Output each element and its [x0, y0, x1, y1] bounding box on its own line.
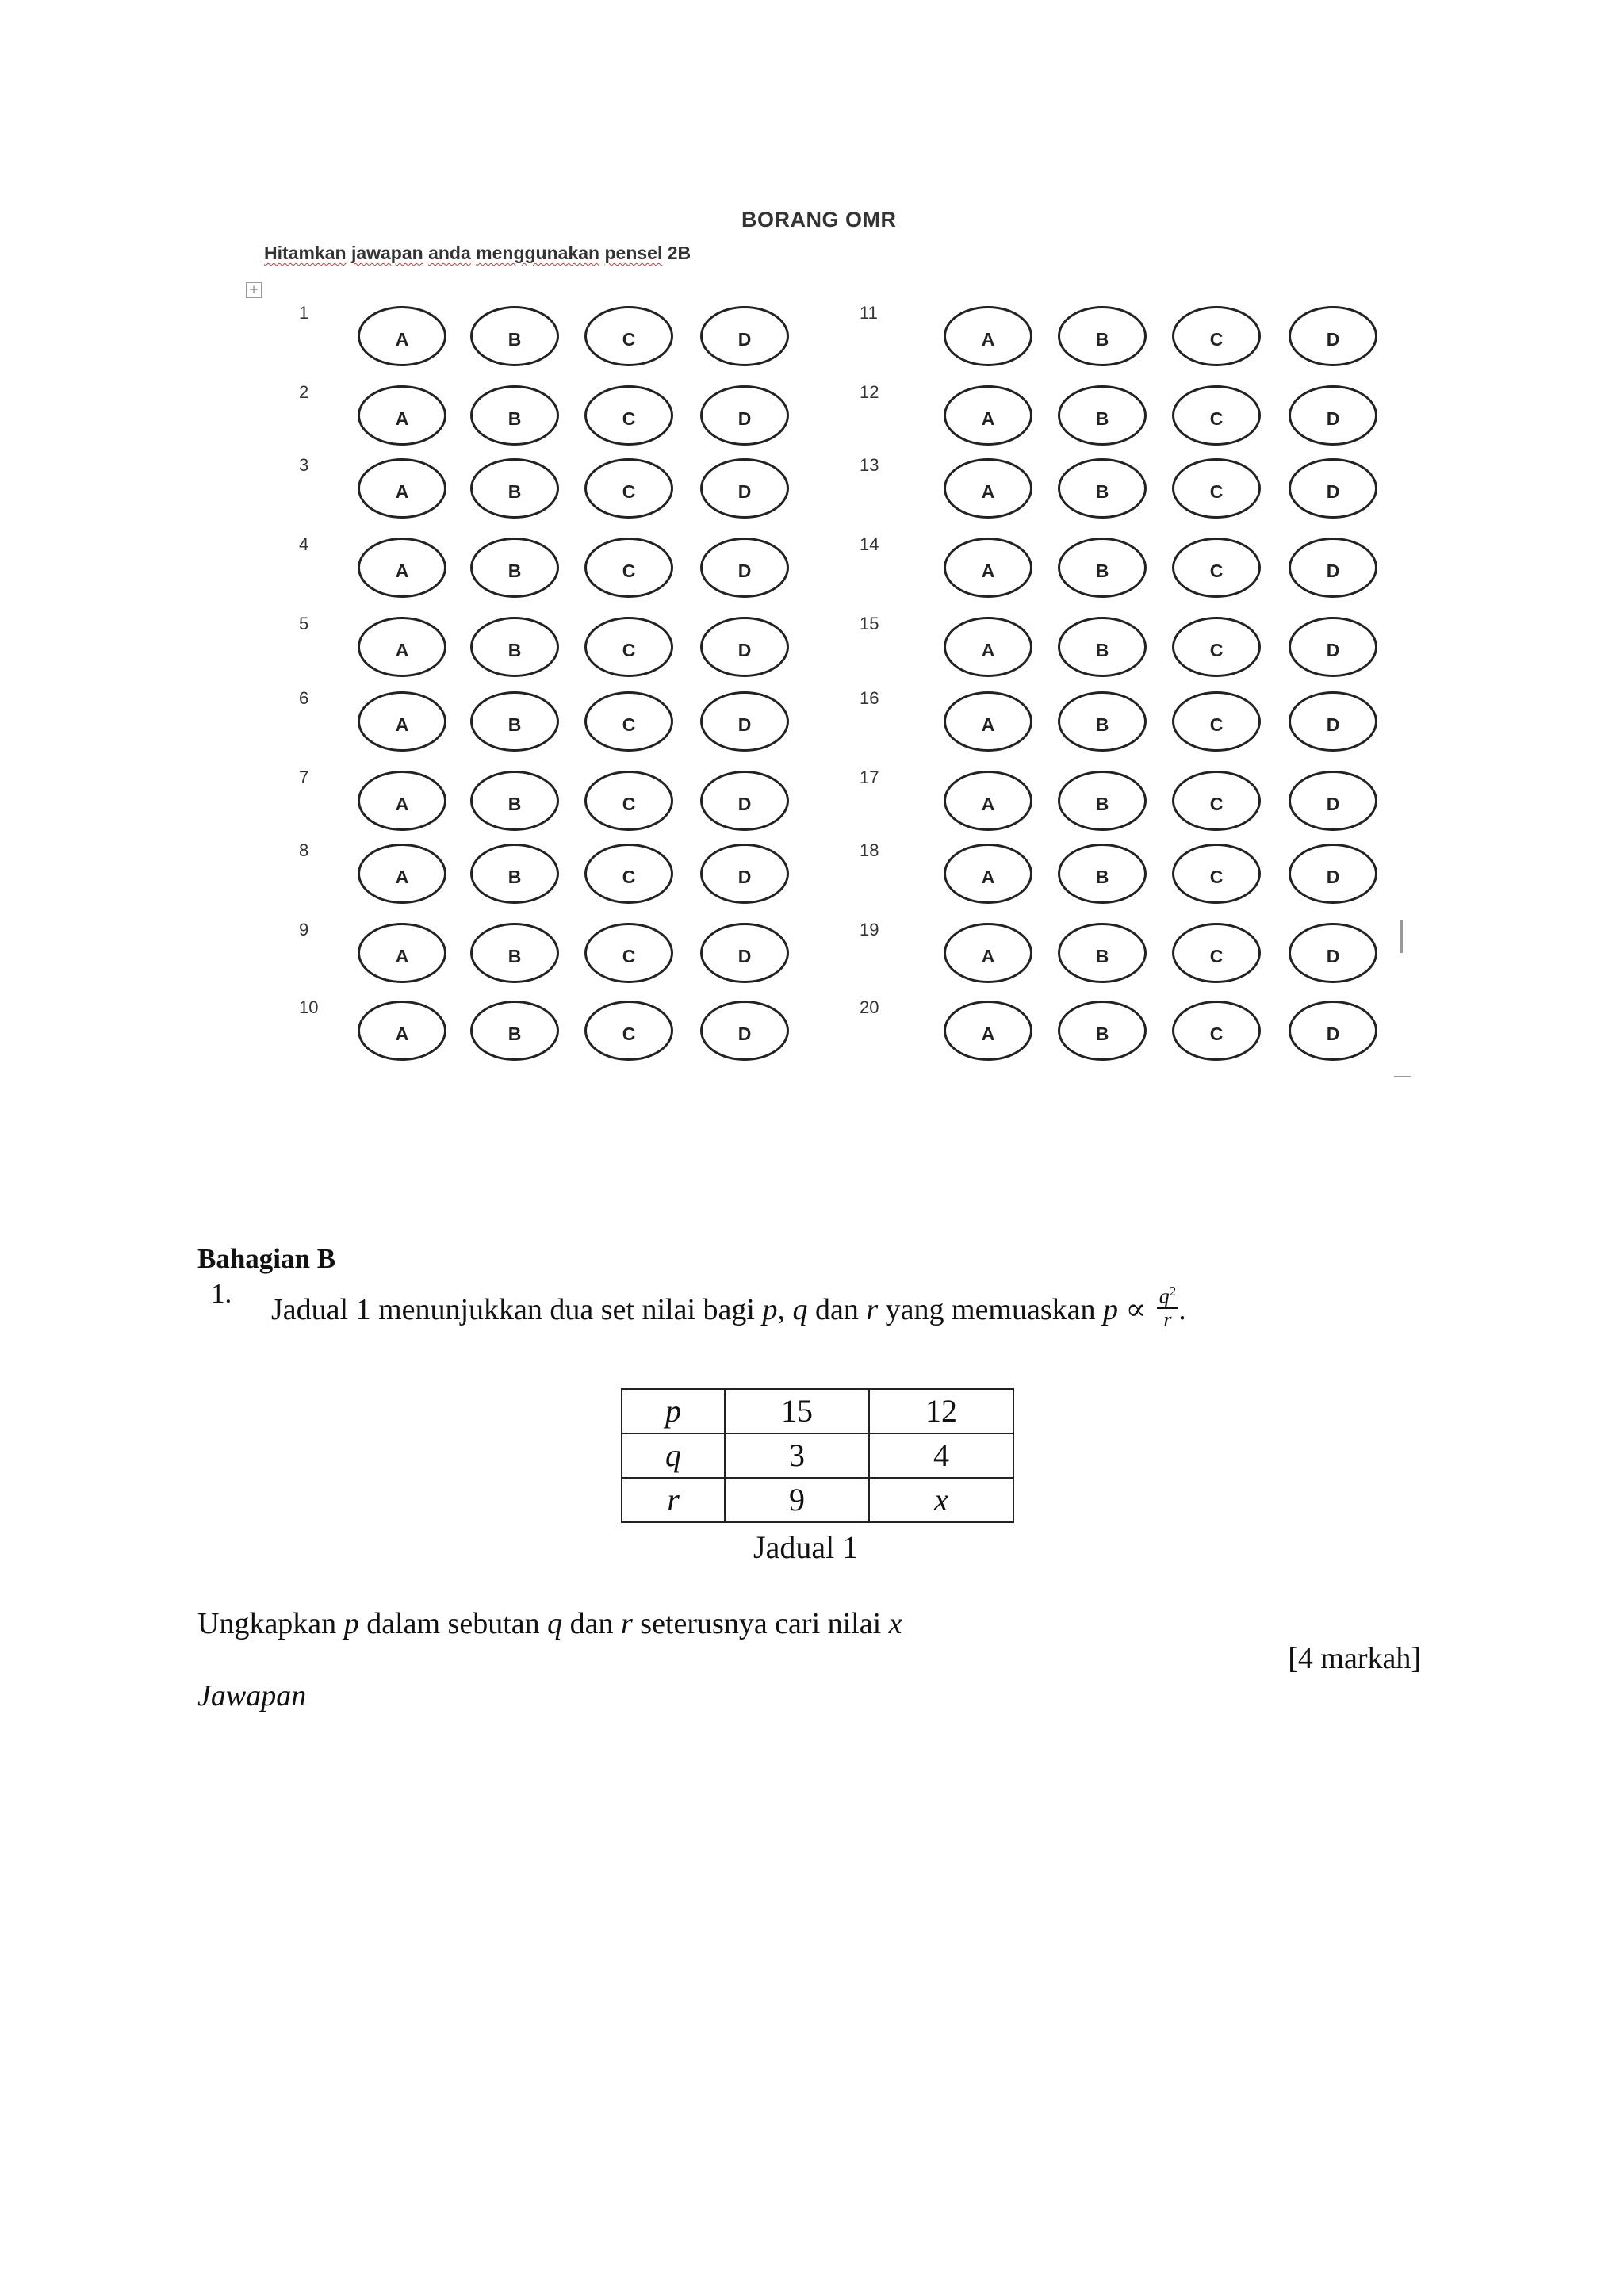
answer-bubble-b[interactable] — [470, 458, 559, 519]
question-number: 9 — [299, 920, 309, 939]
answer-bubble-b[interactable] — [470, 691, 559, 752]
bubble-letter: D — [737, 639, 752, 660]
answer-bubble-c[interactable] — [1172, 458, 1261, 519]
bubble-letter: C — [1209, 639, 1224, 660]
table-cell: 4 — [869, 1433, 1013, 1478]
question-number: 4 — [299, 534, 309, 554]
answer-bubble-b[interactable] — [1058, 923, 1147, 983]
question-number: 7 — [299, 767, 309, 787]
answer-bubble-b[interactable] — [470, 617, 559, 677]
answer-bubble-a[interactable] — [944, 538, 1032, 598]
table-cell: 9 — [725, 1478, 869, 1522]
answer-bubble-d[interactable] — [1289, 844, 1377, 904]
table-cell: 3 — [725, 1433, 869, 1478]
question-text-part: . — [1178, 1292, 1186, 1326]
fraction-numerator — [1157, 1284, 1179, 1309]
answer-bubble-b[interactable] — [470, 844, 559, 904]
bubble-letter: B — [1095, 408, 1109, 429]
answer-bubble-d[interactable] — [1289, 1001, 1377, 1061]
question-number: 18 — [860, 840, 879, 860]
bubble-letter: B — [508, 866, 522, 887]
bubble-letter: D — [1326, 793, 1340, 814]
answer-label: Jawapan — [197, 1679, 307, 1712]
bubble-letter: C — [1209, 866, 1224, 887]
answer-bubble-c[interactable] — [584, 538, 673, 598]
table-cell: 12 — [869, 1389, 1013, 1433]
answer-bubble-a[interactable] — [358, 844, 446, 904]
bubble-letter: A — [981, 793, 995, 814]
instruction-word: anda — [428, 243, 471, 263]
bubble-letter: D — [1326, 408, 1340, 429]
answer-bubble-d[interactable] — [700, 1001, 789, 1061]
question-number: 11 — [860, 303, 878, 323]
answer-bubble-d[interactable] — [1289, 458, 1377, 519]
bubble-letter: C — [622, 793, 636, 814]
bubble-letter: D — [1326, 714, 1340, 735]
answer-bubble-d[interactable] — [1289, 691, 1377, 752]
answer-bubble-c[interactable] — [1172, 385, 1261, 446]
question-number: 20 — [860, 997, 879, 1017]
answer-bubble-a[interactable] — [358, 458, 446, 519]
bubble-letter: B — [1095, 714, 1109, 735]
bubble-letter: A — [395, 639, 409, 660]
answer-bubble-a[interactable] — [944, 617, 1032, 677]
bubble-letter: B — [1095, 866, 1109, 887]
answer-bubble-a[interactable] — [944, 1001, 1032, 1061]
table-expand-icon[interactable]: + — [246, 282, 262, 298]
bubble-letter: C — [1209, 560, 1224, 581]
fraction — [1157, 1284, 1179, 1330]
question-number: 12 — [860, 382, 879, 402]
bubble-letter: B — [508, 945, 522, 966]
section-title: Bahagian B — [197, 1243, 336, 1274]
answer-bubble-c[interactable] — [1172, 923, 1261, 983]
answer-bubble-b[interactable] — [1058, 691, 1147, 752]
answer-bubble-d[interactable] — [700, 923, 789, 983]
omr-instruction — [264, 243, 691, 264]
bubble-letter: A — [981, 714, 995, 735]
answer-bubble-d[interactable] — [700, 385, 789, 446]
question-number: 10 — [299, 997, 319, 1017]
answer-bubble-a[interactable] — [358, 691, 446, 752]
bubble-letter: C — [622, 1023, 636, 1044]
answer-bubble-d[interactable] — [1289, 771, 1377, 831]
question-number: 1 — [299, 303, 309, 323]
answer-bubble-d[interactable] — [1289, 306, 1377, 366]
table-row-label: r — [622, 1478, 725, 1522]
bubble-letter: B — [508, 328, 522, 350]
bubble-letter: D — [737, 1023, 752, 1044]
bubble-letter: C — [1209, 408, 1224, 429]
bubble-letter: C — [1209, 1023, 1224, 1044]
answer-bubble-c[interactable] — [1172, 617, 1261, 677]
answer-bubble-d[interactable] — [1289, 385, 1377, 446]
instruction-word: menggunakan — [476, 243, 600, 263]
table-row — [622, 1433, 1013, 1478]
edge-mark — [1400, 920, 1403, 953]
answer-bubble-a[interactable] — [944, 771, 1032, 831]
bubble-letter: D — [737, 714, 752, 735]
question-number: 14 — [860, 534, 879, 554]
var-q: q — [792, 1292, 808, 1326]
instruction-word: jawapan — [350, 243, 423, 263]
answer-bubble-b[interactable] — [470, 771, 559, 831]
table-row — [622, 1389, 1013, 1433]
answer-bubble-b[interactable] — [470, 306, 559, 366]
question-number: 15 — [860, 614, 879, 633]
bubble-letter: B — [1095, 945, 1109, 966]
bubble-letter: C — [622, 328, 636, 350]
bubble-letter: B — [508, 408, 522, 429]
bubble-letter: C — [1209, 714, 1224, 735]
bubble-letter: B — [508, 480, 522, 502]
bubble-letter: C — [622, 945, 636, 966]
answer-bubble-b[interactable] — [1058, 1001, 1147, 1061]
bubble-letter: D — [737, 560, 752, 581]
answer-bubble-d[interactable] — [1289, 538, 1377, 598]
bubble-letter: B — [508, 1023, 522, 1044]
answer-bubble-a[interactable] — [358, 306, 446, 366]
answer-bubble-d[interactable] — [700, 691, 789, 752]
answer-bubble-d[interactable] — [1289, 923, 1377, 983]
bubble-letter: B — [508, 793, 522, 814]
bubble-letter: A — [395, 793, 409, 814]
instruction-line — [197, 1606, 902, 1641]
answer-bubble-b[interactable] — [1058, 844, 1147, 904]
answer-bubble-a[interactable] — [944, 844, 1032, 904]
answer-bubble-b[interactable] — [1058, 458, 1147, 519]
instruction-part: dalam sebutan — [358, 1607, 548, 1640]
answer-bubble-b[interactable] — [1058, 617, 1147, 677]
bubble-letter: B — [1095, 1023, 1109, 1044]
bubble-letter: A — [395, 560, 409, 581]
question-text — [271, 1284, 1186, 1335]
question-text-part: Jadual 1 menunjukkan dua set nilai bagi — [271, 1292, 763, 1326]
bubble-letter: A — [981, 945, 995, 966]
bubble-letter: D — [737, 328, 752, 350]
answer-bubble-a[interactable] — [358, 617, 446, 677]
bubble-letter: C — [622, 866, 636, 887]
answer-bubble-a[interactable] — [358, 385, 446, 446]
table-caption: Jadual 1 — [753, 1529, 859, 1565]
instruction-word: 2B — [667, 243, 691, 263]
answer-bubble-b[interactable] — [1058, 306, 1147, 366]
bubble-letter: D — [1326, 480, 1340, 502]
bubble-letter: D — [737, 408, 752, 429]
bubble-letter: D — [1326, 328, 1340, 350]
answer-bubble-a[interactable] — [358, 771, 446, 831]
instruction-word: Hitamkan — [264, 243, 347, 263]
bubble-letter: A — [395, 1023, 409, 1044]
bubble-letter: A — [395, 714, 409, 735]
answer-bubble-a[interactable] — [358, 923, 446, 983]
fraction-exponent: 2 — [1169, 1284, 1177, 1299]
bubble-letter: C — [1209, 328, 1224, 350]
bubble-letter: B — [1095, 639, 1109, 660]
bubble-letter: A — [981, 480, 995, 502]
bubble-letter: B — [1095, 560, 1109, 581]
answer-bubble-b[interactable] — [470, 538, 559, 598]
bubble-letter: D — [1326, 866, 1340, 887]
table-row — [622, 1478, 1013, 1522]
answer-bubble-a[interactable] — [358, 538, 446, 598]
answer-bubble-d[interactable] — [700, 844, 789, 904]
question-number: 8 — [299, 840, 309, 860]
bubble-letter: A — [981, 328, 995, 350]
table-row-label: q — [622, 1433, 725, 1478]
bubble-letter: B — [508, 560, 522, 581]
bubble-letter: C — [622, 639, 636, 660]
answer-bubble-b[interactable] — [1058, 385, 1147, 446]
bubble-letter: D — [1326, 1023, 1340, 1044]
answer-bubble-a[interactable] — [358, 1001, 446, 1061]
answer-bubble-b[interactable] — [1058, 771, 1147, 831]
var-p: p — [762, 1292, 778, 1326]
proportional-symbol: ∝ — [1118, 1292, 1147, 1326]
bubble-letter: A — [395, 408, 409, 429]
answer-bubble-c[interactable] — [584, 691, 673, 752]
answer-bubble-c[interactable] — [584, 385, 673, 446]
bubble-letter: C — [622, 560, 636, 581]
bubble-letter: C — [1209, 793, 1224, 814]
question-number: 16 — [860, 688, 879, 708]
question-number: 13 — [860, 455, 879, 475]
answer-bubble-d[interactable] — [700, 306, 789, 366]
answer-bubble-c[interactable] — [1172, 538, 1261, 598]
answer-bubble-c[interactable] — [584, 1001, 673, 1061]
bubble-letter: A — [395, 866, 409, 887]
answer-bubble-a[interactable] — [944, 306, 1032, 366]
answer-bubble-d[interactable] — [700, 771, 789, 831]
answer-bubble-b[interactable] — [470, 923, 559, 983]
edge-mark — [1394, 1076, 1411, 1077]
question-text-part: , — [777, 1292, 793, 1326]
bubble-letter: C — [1209, 945, 1224, 966]
bubble-letter: A — [395, 945, 409, 966]
answer-bubble-c[interactable] — [584, 306, 673, 366]
bubble-letter: B — [1095, 793, 1109, 814]
bubble-letter: C — [1209, 480, 1224, 502]
answer-bubble-a[interactable] — [944, 385, 1032, 446]
bubble-letter: B — [508, 714, 522, 735]
answer-bubble-d[interactable] — [700, 538, 789, 598]
instruction-word: pensel — [604, 243, 663, 263]
var-p: p — [343, 1607, 359, 1640]
bubble-letter: C — [622, 714, 636, 735]
question-number: 5 — [299, 614, 309, 633]
answer-bubble-c[interactable] — [1172, 771, 1261, 831]
table-cell: 15 — [725, 1389, 869, 1433]
var-p: p — [1103, 1292, 1119, 1326]
bubble-letter: C — [622, 408, 636, 429]
answer-bubble-c[interactable] — [584, 458, 673, 519]
answer-bubble-c[interactable] — [584, 844, 673, 904]
bubble-letter: B — [1095, 480, 1109, 502]
fraction-numerator-var: q — [1159, 1284, 1170, 1308]
bubble-letter: D — [1326, 560, 1340, 581]
question-text-part: dan — [807, 1292, 867, 1326]
bubble-letter: A — [981, 1023, 995, 1044]
instruction-part: Ungkapkan — [197, 1607, 344, 1640]
answer-bubble-a[interactable] — [944, 923, 1032, 983]
question-text-part: yang memuaskan — [878, 1292, 1104, 1326]
bubble-letter: D — [1326, 945, 1340, 966]
instruction-part: dan — [562, 1607, 621, 1640]
answer-bubble-b[interactable] — [470, 385, 559, 446]
bubble-letter: D — [737, 480, 752, 502]
bubble-letter: B — [1095, 328, 1109, 350]
answer-bubble-a[interactable] — [944, 691, 1032, 752]
answer-bubble-b[interactable] — [1058, 538, 1147, 598]
var-r: r — [866, 1292, 879, 1326]
question-number: 6 — [299, 688, 309, 708]
answer-bubble-a[interactable] — [944, 458, 1032, 519]
bubble-letter: D — [737, 866, 752, 887]
bubble-letter: B — [508, 639, 522, 660]
answer-bubble-c[interactable] — [584, 771, 673, 831]
bubble-letter: D — [1326, 639, 1340, 660]
answer-bubble-c[interactable] — [1172, 306, 1261, 366]
bubble-letter: D — [737, 945, 752, 966]
answer-bubble-c[interactable] — [1172, 1001, 1261, 1061]
answer-bubble-d[interactable] — [700, 617, 789, 677]
bubble-letter: A — [981, 866, 995, 887]
answer-bubble-d[interactable] — [700, 458, 789, 519]
table-cell: x — [869, 1478, 1013, 1522]
data-table — [621, 1388, 1014, 1523]
question-number: 1. — [211, 1278, 232, 1309]
marks-label: [4 markah] — [1288, 1642, 1421, 1675]
question-number: 17 — [860, 767, 879, 787]
answer-bubble-c[interactable] — [1172, 691, 1261, 752]
instruction-part: seterusnya cari nilai — [632, 1607, 889, 1640]
omr-title: BORANG OMR — [741, 208, 897, 232]
question-number: 2 — [299, 382, 309, 402]
answer-bubble-b[interactable] — [470, 1001, 559, 1061]
answer-bubble-c[interactable] — [584, 923, 673, 983]
fraction-denominator: r — [1163, 1307, 1172, 1331]
var-x: x — [888, 1607, 902, 1640]
question-number: 3 — [299, 455, 309, 475]
answer-bubble-d[interactable] — [1289, 617, 1377, 677]
question-number: 19 — [860, 920, 879, 939]
table-row-label: p — [622, 1389, 725, 1433]
bubble-letter: A — [981, 639, 995, 660]
answer-bubble-c[interactable] — [584, 617, 673, 677]
bubble-letter: A — [981, 408, 995, 429]
bubble-letter: D — [737, 793, 752, 814]
bubble-letter: A — [981, 560, 995, 581]
bubble-letter: A — [395, 480, 409, 502]
bubble-letter: C — [622, 480, 636, 502]
var-r: r — [621, 1607, 633, 1640]
var-q: q — [547, 1607, 563, 1640]
bubble-letter: A — [395, 328, 409, 350]
answer-bubble-c[interactable] — [1172, 844, 1261, 904]
